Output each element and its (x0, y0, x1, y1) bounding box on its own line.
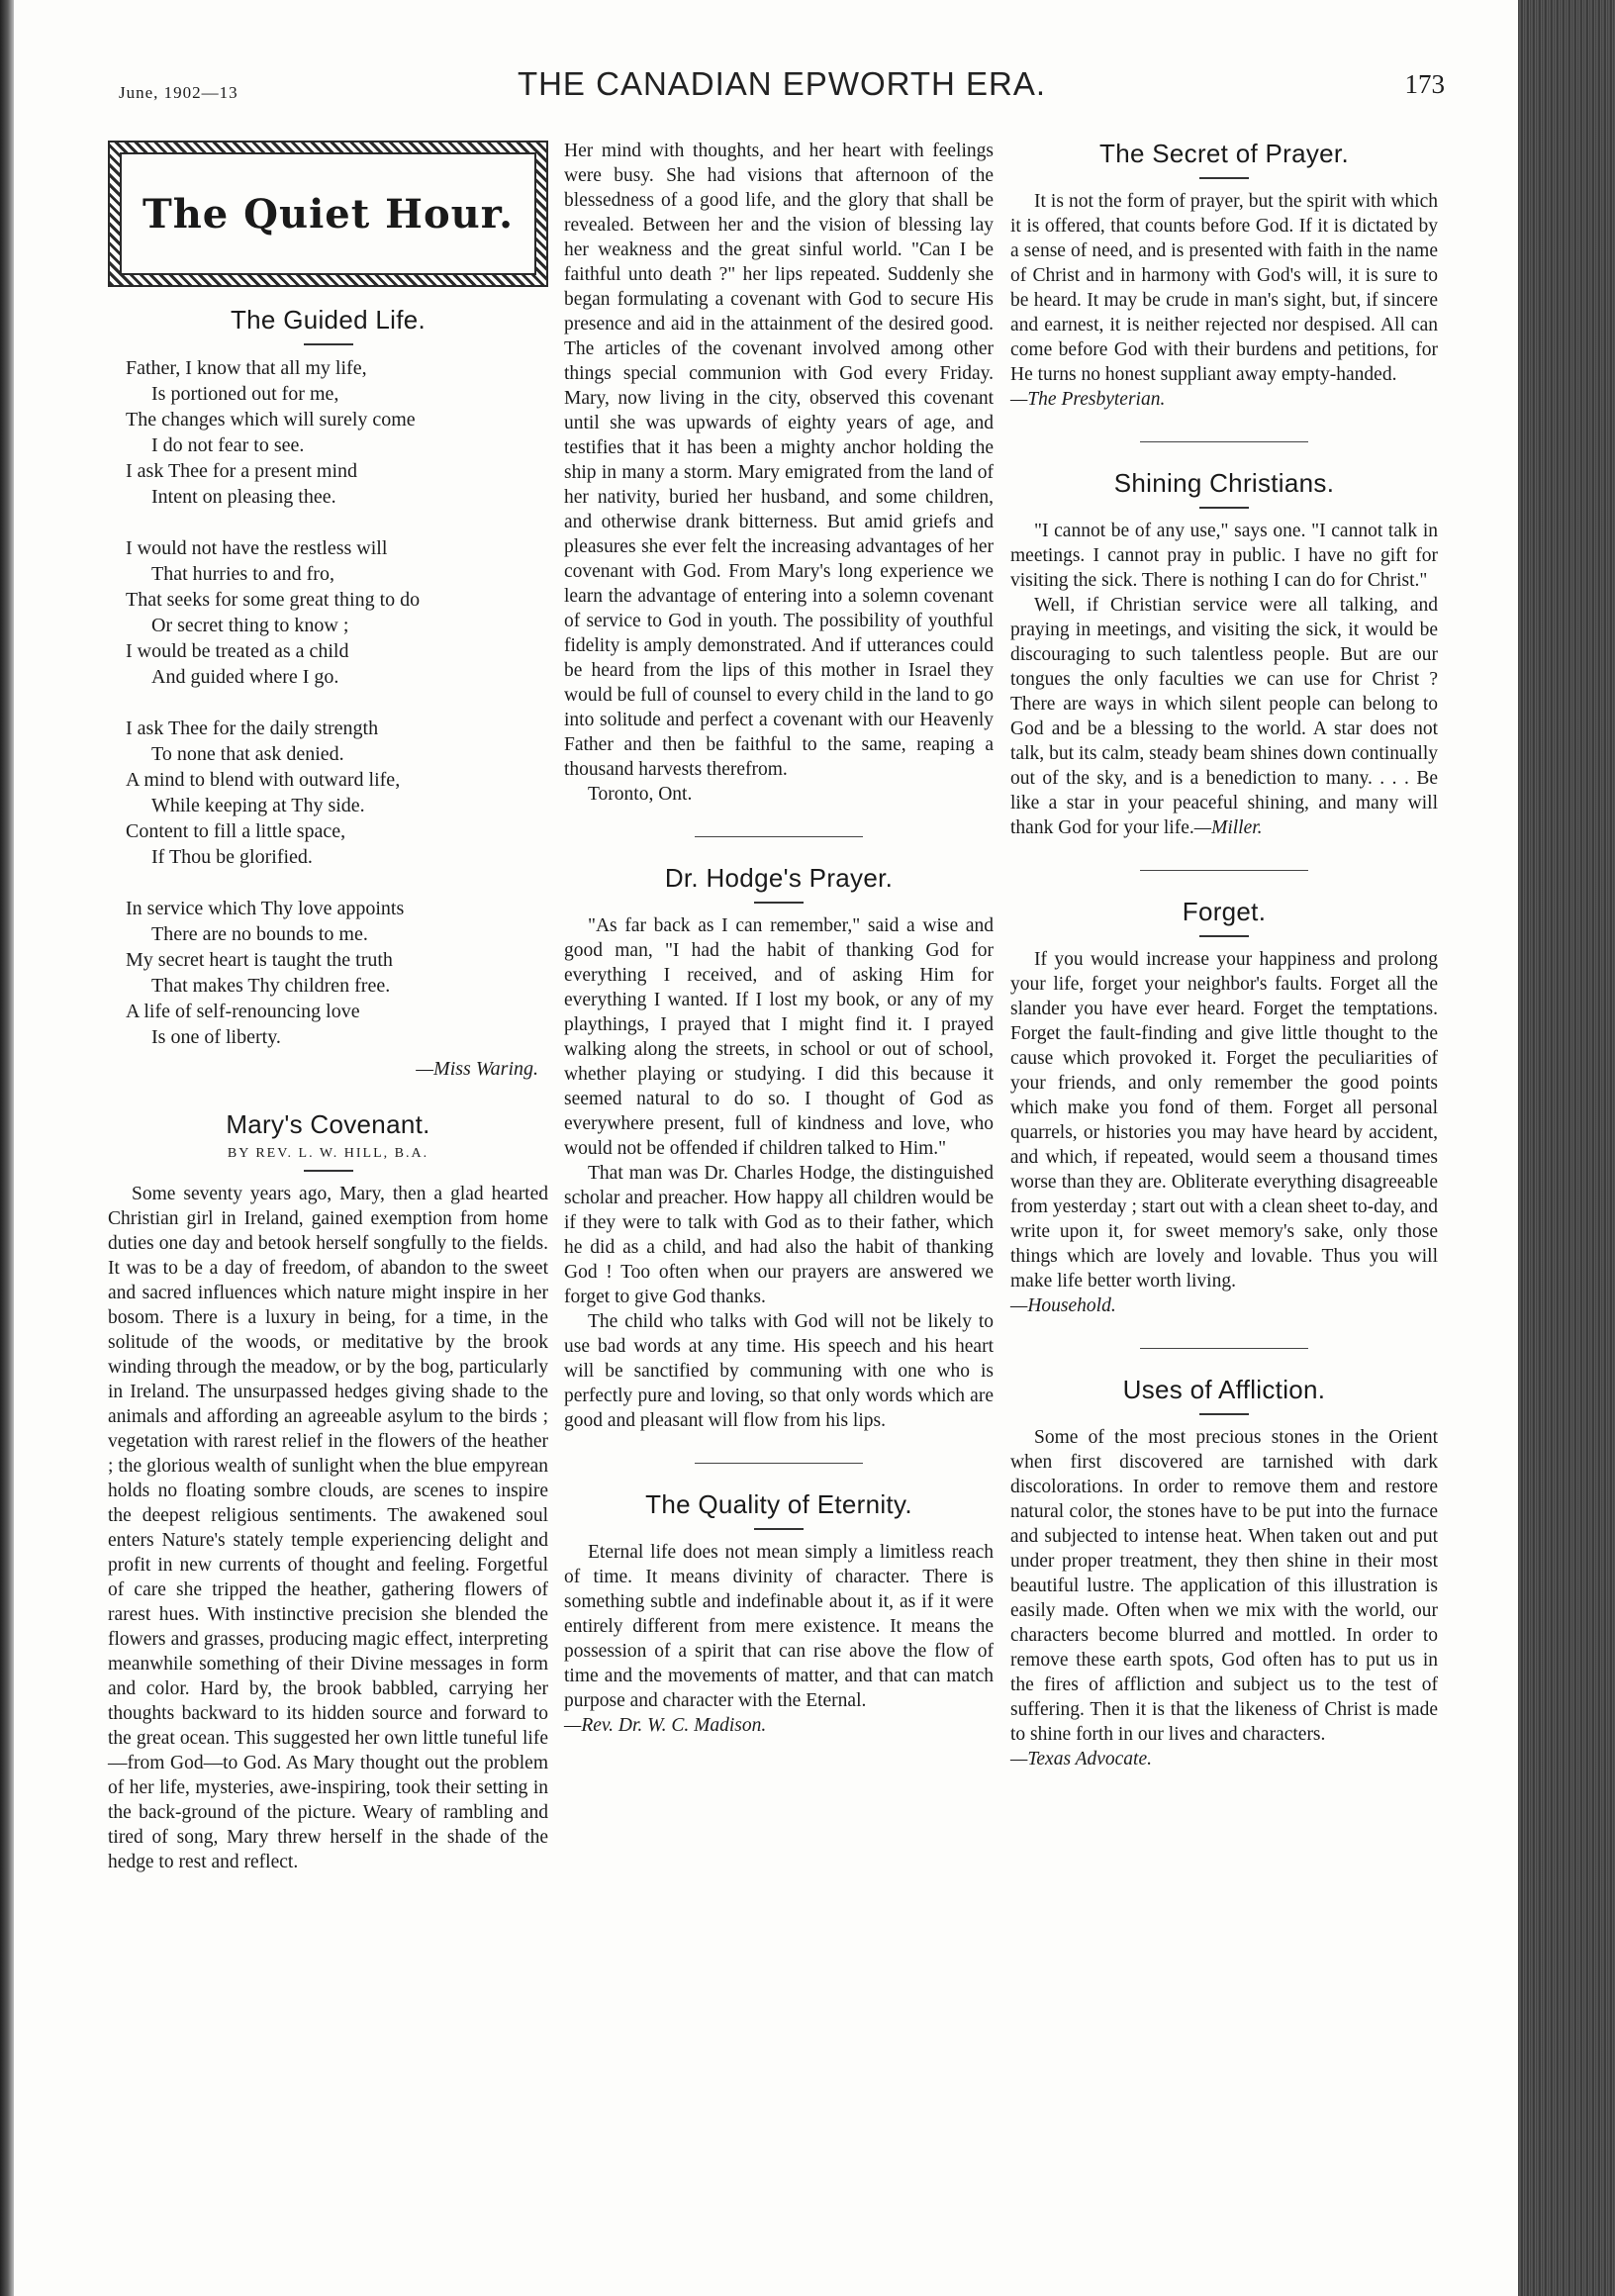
poem-line: In service which Thy love appoints (126, 898, 405, 919)
page-header (119, 65, 1445, 115)
poem-attribution: —Miss Waring. (416, 1058, 538, 1080)
dr-hodge-title: Dr. Hodge's Prayer. (664, 863, 894, 893)
magazine-page (14, 0, 1518, 2296)
section-divider (695, 836, 863, 837)
title-rule (1199, 1413, 1249, 1415)
marys-covenant-title: Mary's Covenant. (226, 1109, 430, 1139)
poem-line: A mind to blend with outward life, (126, 769, 401, 791)
poem-line: I ask Thee for the daily strength (126, 718, 379, 739)
article-paragraph: If you would increase your happiness and prolong your life, forget your neighbor's faults. Forget all the slander you have ever heard. Forget the temptations. Forget the fault-finding and give little thought to the cause which provoked it. Forget the peculiarities of your friends, and only remember the good points which make you fond of them. Forget all personal quarrels, or histories you may have heard by accident, and which, if repeated, would seem a thousand times worse than they are. Obliterate everything disagreeable from yesterday ; start out with a clean sheet to-day, and write upon it, for sweet memory's sake, only those things which are lovely and lovable. Thus you will make life better worth living. (1010, 949, 1438, 1292)
poem-line: Or secret thing to know ; (151, 615, 349, 636)
forget-title: Forget. (1182, 897, 1267, 926)
article-source: —Rev. Dr. W. C. Madison. (564, 1715, 767, 1736)
guided-life-section (108, 305, 548, 1082)
title-rule (304, 343, 353, 345)
guided-life-poem (108, 355, 548, 1082)
article-paragraph: Eternal life does not mean simply a limitless reach of time. It means divinity of character. There is something subtle and indefinable about it, as if it were entirely different from mere existence. It means the possession of a spirit that can rise above the flow of time and the movements of matter, and that can match purpose and character with the Eternal. (564, 1542, 994, 1711)
uses-affliction-title: Uses of Affliction. (1122, 1375, 1326, 1404)
place-line: Toronto, Ont. (588, 784, 693, 805)
poem-stanza (126, 896, 548, 1050)
banner-title: The Quiet Hour. (120, 152, 536, 275)
poem-line: Content to fill a little space, (126, 820, 346, 842)
poem-line: A life of self-renouncing love (126, 1001, 360, 1022)
article-paragraph (1010, 593, 1438, 840)
column-middle (564, 139, 994, 1738)
poem-line: That hurries to and fro, (151, 563, 334, 585)
byline: BY REV. L. W. HILL, B.A. (227, 1146, 429, 1161)
issue-date: June, 1902—13 (119, 83, 238, 102)
poem-line: The changes which will surely come (126, 409, 416, 430)
book-binding-shadow (0, 0, 14, 2296)
page-edges (1518, 0, 1615, 2296)
publication-title: THE CANADIAN EPWORTH ERA. (517, 65, 1047, 102)
title-rule (754, 902, 804, 904)
article-paragraph: The child who talks with God will not be likely to use bad words at any time. His speech and his heart will be sanctified by communing with one who is perfectly pure and loving, so that only words which are good and pleasant will flow from his lips. (564, 1311, 994, 1431)
poem-line: That makes Thy children free. (151, 975, 391, 997)
poem-line: My secret heart is taught the truth (126, 949, 393, 971)
section-divider (695, 1463, 863, 1464)
secret-prayer-title: The Secret of Prayer. (1099, 139, 1349, 168)
column-left (108, 139, 548, 1874)
poem-line: Intent on pleasing thee. (151, 486, 336, 508)
section-divider (1140, 1348, 1308, 1349)
article-paragraph: Her mind with thoughts, and her heart with feelings were busy. She had visions that afternoon of the blessedness of a good life, and the glory that shall be revealed. Between her and the vision of blessing lay her weakness and the great sinful world. "Can I be faithful unto death ?" her lips repeated. Suddenly she began formulating a covenant with God to secure His presence and aid in the attainment of the desired good. The articles of the covenant involved among other things special communion with God every Friday. Mary, now living in the city, observed this covenant until she was upwards of eighty years of age, and testifies that it has been a mighty anchor holding the ship in many a storm. Mary emigrated from the land of her nativity, buried her husband, and some children, and otherwise drank bitterness. But amid griefs and pleasures she ever felt the increasing advantages of her covenant with God. From Mary's long experience we learn the advantage of entering into a solemn covenant of service to God in youth. The possibility of youthful fidelity is amply demonstrated. And if utterances could be heard from the lips of this mother in Israel they would be full of counsel to every child in the land to go into solitude and perfect a covenant with our Heavenly Father and then be faithful to the same, reaping a thousand harvests therefrom. (564, 141, 994, 780)
article-source: —Household. (1010, 1295, 1116, 1316)
poem-line: To none that ask denied. (151, 743, 344, 765)
quality-eternity-title: The Quality of Eternity. (645, 1489, 912, 1519)
poem-line: I ask Thee for a present mind (126, 460, 357, 482)
article-paragraph: It is not the form of prayer, but the spirit with which it is offered, that counts before God. If it is dictated by a sense of need, and is presented with faith in the name of Christ and in harmony with God's will, it is sure to be heard. It may be crude in man's sight, but, if sincere and earnest, it is neither rejected nor despised. All can come before God with their burdens and petitions, for He turns no honest suppliant away empty-handed. (1010, 191, 1438, 385)
title-rule (754, 1528, 804, 1530)
shining-christians-title: Shining Christians. (1113, 468, 1335, 498)
poem-stanza (126, 535, 548, 690)
paragraph-text: Well, if Christian service were all talking, and praying in meetings, and visiting the sick, it would be discouraging to such talentless people. But are our tongues the only faculties we can use for Christ ? There are ways in which silent people can belong to God and be a blessing to the world. A star does not talk, but its calm, steady beam shines down continually out of the sky, and is a benediction to many. . . . Be like a star in your peaceful shining, and many will thank God for your life. (1010, 595, 1438, 838)
section-divider (1140, 441, 1308, 442)
article-source: —Miller. (1193, 817, 1263, 838)
title-rule (1199, 935, 1249, 937)
article-paragraph: "As far back as I can remember," said a wise and good man, "I had the habit of thanking God for everything I received, and of asking Him for everything I wanted. If I lost my book, or any of my playthings, I prayed that I might find it. I prayed walking along the streets, in school or out of school, whether playing or studying. I did this because it seemed natural to do so. I thought of God as everywhere present, full of kindness and love, who would not be offended if children talked to Him." (564, 915, 994, 1159)
poem-line: Is portioned out for me, (151, 383, 339, 405)
title-rule (1199, 177, 1249, 179)
poem-line: There are no bounds to me. (151, 923, 368, 945)
poem-line: Is one of liberty. (151, 1026, 281, 1048)
article-paragraph: Some seventy years ago, Mary, then a glad hearted Christian girl in Ireland, gained exemption from home duties one day and betook herself songfully to the fields. It was to be a day of freedom, of abandon to the sweet and sacred influences which nature might inspire in her bosom. There is a luxury in being, for a time, in the solitude of the woods, or meditative by the brook winding through the meadow, or by the bog, particularly in Ireland. The unsurpassed hedges giving shade to the animals and affording an agreeable asylum to the birds ; vegetation with rarest relief in the flowers of the heather ; the glorious wealth of sunlight when the blue empyrean holds no floating sombre clouds, are scenes to inspire the deepest religious sentiments. The awakened soul enters Nature's stately temple experiencing delight and profit in new currents of thought and feeling. Forgetful of care she tripped the heather, gathering flowers of rarest hues. With instinctive precision she blended the flowers and grasses, producing magic effect, interpreting meanwhile something of their Divine messages in form and color. Hard by, the brook babbled, carrying her thoughts backward to its hidden source and forward to the great ocean. This suggested her own little tuneful life—from God—to God. As Mary thought out the problem of her life, mysteries, awe-inspiring, took their setting in the back-ground of the picture. Weary of rambling and tired of song, Mary threw herself in the shade of the hedge to rest and reflect. (108, 1184, 548, 1872)
section-divider (1140, 870, 1308, 871)
poem-line: I do not fear to see. (151, 434, 305, 456)
poem-line: Father, I know that all my life, (126, 357, 367, 379)
shining-christians-section (1010, 468, 1438, 840)
guided-life-title: The Guided Life. (230, 305, 427, 335)
article-paragraph: "I cannot be of any use," says one. "I cannot talk in meetings. I cannot pray in public. I have no gift for visiting the sick. There is nothing I can do for Christ." (1010, 521, 1438, 591)
poem-stanza (126, 355, 548, 510)
poem-line: I would not have the restless will (126, 537, 388, 559)
poem-line: And guided where I go. (151, 666, 339, 688)
quiet-hour-banner (108, 141, 548, 287)
article-paragraph: Some of the most precious stones in the Orient when first discovered are tarnished with dark discolorations. In order to remove them and restore natural color, the stones have to be put into the furnace and subjected to intense heat. When taken out and put under proper treatment, they then shine in their most beautiful lustre. The application of this illustration is easily made. Often when we mix with the world, our characters become blurred and mottled. In order to remove these earth spots, God often has to put us in the fires of affliction and subject us to the test of suffering. Then it is that the likeness of Christ is made to shine forth in our lives and characters. (1010, 1427, 1438, 1745)
article-source: —The Presbyterian. (1010, 389, 1166, 410)
marys-covenant-section (108, 1109, 548, 1874)
article-paragraph: That man was Dr. Charles Hodge, the distinguished scholar and preacher. How happy all children would be if they were to talk with God as to their father, which he did as a child, and had also the habit of thanking God ! Too often when our prayers are answered we forget to give God thanks. (564, 1163, 994, 1307)
poem-line: While keeping at Thy side. (151, 795, 365, 816)
title-rule (304, 1170, 353, 1172)
poem-line: That seeks for some great thing to do (126, 589, 421, 611)
title-rule (1199, 507, 1249, 509)
poem-stanza (126, 716, 548, 870)
dr-hodge-section (564, 863, 994, 1433)
poem-line: If Thou be glorified. (151, 846, 313, 868)
quality-eternity-section (564, 1489, 994, 1738)
poem-line: I would be treated as a child (126, 640, 349, 662)
uses-affliction-section (1010, 1375, 1438, 1771)
article-source: —Texas Advocate. (1010, 1749, 1152, 1770)
column-right (1010, 139, 1438, 1771)
secret-prayer-section (1010, 139, 1438, 412)
page-number: 173 (1404, 69, 1445, 99)
forget-section (1010, 897, 1438, 1318)
